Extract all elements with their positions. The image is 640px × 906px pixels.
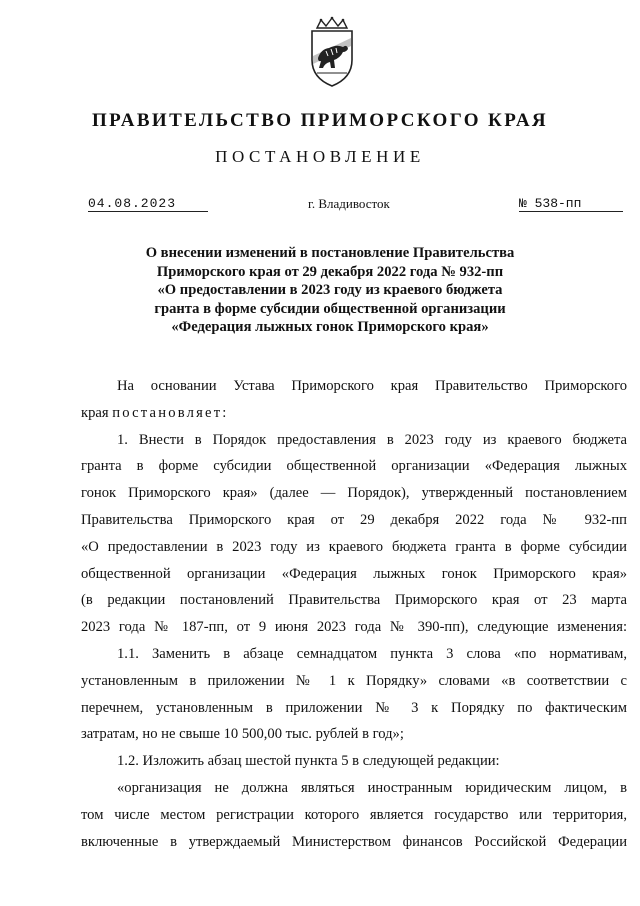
body-line: общественной организации «Федерация лыжных гонок Приморского края»	[81, 565, 627, 582]
body-line: затратам, но не свыше 10 500,00 тыс. рублей в год»;	[81, 726, 404, 743]
document-body	[81, 373, 627, 855]
body-line: (в редакции постановлений Правительства Приморского края от 23 марта	[81, 592, 627, 609]
subject-line: «О предоставлении в 2023 году из краевого бюджета	[157, 282, 503, 299]
body-line: перечнем, установленным в приложении № 3 к Порядку по фактическим	[81, 699, 627, 716]
subject-line: «Федерация лыжных гонок Приморского края»	[171, 319, 489, 336]
body-line: 1.2. Изложить абзац шестой пункта 5 в следующей редакции:	[117, 753, 500, 770]
document-city: г. Владивосток	[308, 196, 390, 211]
body-line: включенные в утверждаемый Министерством финансов Российской Федерации	[81, 833, 627, 850]
colon: :	[222, 404, 227, 421]
body-line: «организация не должна являться иностранным юридическим лицом, в	[117, 779, 627, 796]
subject-line: Приморского края от 29 декабря 2022 года № 932-пп	[156, 263, 504, 280]
government-title: ПРАВИТЕЛЬСТВО ПРИМОРСКОГО КРАЯ	[91, 110, 549, 131]
body-line: том числе местом регистрации которого является государство или территория,	[81, 806, 627, 823]
subject-line: гранта в форме субсидии общественной организации	[154, 300, 506, 317]
document-type: ПОСТАНОВЛЕНИЕ	[215, 147, 425, 166]
document-subject	[110, 244, 550, 337]
document-number: № 538-пп	[519, 196, 623, 212]
body-line: 2023 года № 187-пп, от 9 июня 2023 года № 390-пп), следующие изменения:	[81, 619, 627, 636]
resolves-word: постановляет	[112, 404, 223, 421]
document-date: 04.08.2023	[88, 196, 208, 212]
body-line: Правительства Приморского края от 29 декабря 2022 года № 932-пп	[81, 511, 627, 528]
body-line: На основании Устава Приморского края Правительство Приморского	[117, 378, 627, 394]
subject-line: О внесении изменений в постановление Правительства	[145, 245, 515, 261]
body-line: «О предоставлении в 2023 году из краевого бюджета гранта в форме субсидии	[81, 538, 627, 555]
body-line: 1.1. Заменить в абзаце семнадцатом пункта 3 слова «по нормативам,	[117, 645, 627, 662]
primorsky-krai-coat-of-arms-emblem	[299, 16, 365, 90]
body-line	[81, 400, 627, 427]
body-line: гранта в форме субсидии общественной организации «Федерация лыжных	[81, 458, 627, 475]
body-text-span: края	[81, 404, 113, 421]
body-line: установленным в приложении № 1 к Порядку» словами «в соответствии с	[81, 672, 627, 689]
body-line: гонок Приморского края» (далее — Порядок), утвержденный постановлением	[81, 485, 627, 502]
body-line: 1. Внести в Порядок предоставления в 2023 году из краевого бюджета	[117, 431, 627, 448]
